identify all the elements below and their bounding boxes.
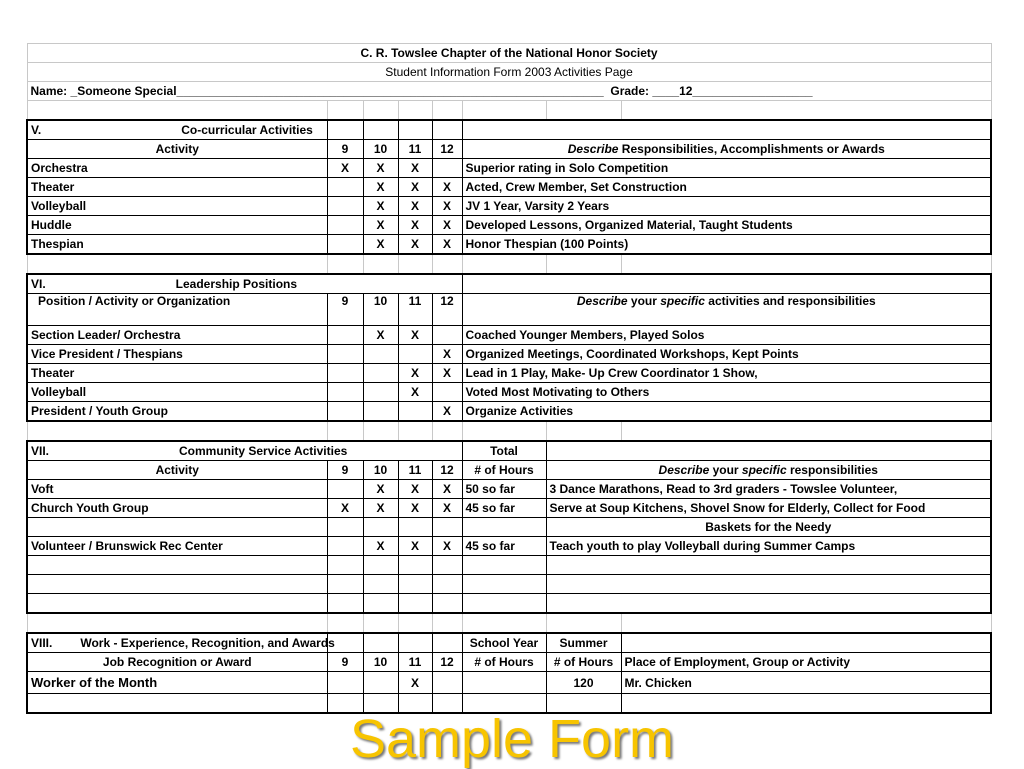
position-name: President / Youth Group [27,402,327,422]
grade-header: 10 [363,140,398,159]
form-cell [432,120,462,140]
summer-hours: 120 [546,672,621,694]
grade-mark [327,556,363,575]
form-cell [546,613,621,633]
position-description: Coached Younger Members, Played Solos [462,326,991,345]
spacer-row [27,613,991,633]
grade-header: 11 [398,140,432,159]
grade-header: 9 [327,653,363,672]
form-cell [432,254,462,274]
grade-mark [363,556,398,575]
service-hours: 50 so far [462,480,546,499]
column-header: Job Recognition or Award [27,653,327,672]
sample-form-watermark: Sample Form [349,709,675,769]
service-row [27,480,991,499]
form-cell [462,274,991,294]
grade-mark: X [398,383,432,402]
grade-mark: X [363,499,398,518]
grade-mark: X [363,216,398,235]
column-header: Activity [27,461,327,480]
form-cell [27,613,327,633]
grade-mark [327,216,363,235]
form-cell [398,633,432,653]
grade-mark [363,575,398,594]
grade-mark: X [432,216,462,235]
form-cell [27,254,327,274]
position-name: Volleyball [27,383,327,402]
grade-mark [432,672,462,694]
grade-mark: X [363,178,398,197]
activity-name: Thespian [27,235,327,255]
position-name: Theater [27,364,327,383]
form-cell [462,613,546,633]
grade-mark: X [363,537,398,556]
name-field: Name: _Someone Special________________________________________________________________ [30,84,604,98]
section-header [27,441,991,461]
column-header: Describe your specific responsibilities [546,461,991,480]
grade-mark [327,594,363,614]
grade-mark: X [398,197,432,216]
activity-name: Orchestra [27,159,327,178]
form-cell [546,421,621,441]
form-cell [363,613,398,633]
grade-header: 9 [327,140,363,159]
activities-form-sheet [26,43,992,714]
grade-mark: X [327,499,363,518]
form-cell [363,633,398,653]
grade-mark: X [363,235,398,255]
form-cell [363,101,398,121]
activity-description: Acted, Crew Member, Set Construction [462,178,991,197]
grade-mark: X [432,537,462,556]
service-description: 3 Dance Marathons, Read to 3rd graders - Towslee Volunteer, [546,480,991,499]
award-name [27,694,327,714]
form-title: C. R. Towslee Chapter of the National Honor Society [27,44,991,63]
section-v-title: V. Co-curricular Activities [27,120,327,140]
form-cell [327,254,363,274]
service-name: Volunteer / Brunswick Rec Center [27,537,327,556]
column-header: Describe your specific activities and responsibilities [462,294,991,326]
column-header: Describe Responsibilities, Accomplishments or Awards [462,140,991,159]
form-cell [432,421,462,441]
grade-mark [327,345,363,364]
activity-description: Developed Lessons, Organized Material, Taught Students [462,216,991,235]
form-cell [432,613,462,633]
grade-mark [398,402,432,422]
grade-mark [363,694,398,714]
spacer-row [27,254,991,274]
activity-row [27,235,991,255]
name-grade-line [27,82,991,101]
school-year-header: School Year [462,633,546,653]
grade-mark [363,594,398,614]
service-hours: 45 so far [462,499,546,518]
activity-row [27,197,991,216]
form-cell [398,613,432,633]
position-row [27,364,991,383]
grade-mark [432,159,462,178]
grade-mark: X [363,480,398,499]
column-header-row [27,461,991,480]
grade-mark: X [432,499,462,518]
hours-header: # of Hours [462,461,546,480]
grade-mark [432,694,462,714]
position-name: Section Leader/ Orchestra [27,326,327,345]
title-row [27,44,991,63]
grade-mark: X [398,326,432,345]
position-description: Lead in 1 Play, Make- Up Crew Coordinator 1 Show, [462,364,991,383]
total-header: Total [462,441,546,461]
form-cell [327,120,363,140]
hours-header: # of Hours [546,653,621,672]
grade-mark [398,575,432,594]
grade-mark: X [432,178,462,197]
grade-mark [327,364,363,383]
form-cell [327,101,363,121]
grade-mark: X [398,537,432,556]
form-cell [621,254,991,274]
grade-mark: X [363,197,398,216]
summer-header: Summer [546,633,621,653]
position-description: Voted Most Motivating to Others [462,383,991,402]
grade-mark: X [398,499,432,518]
position-row [27,383,991,402]
grade-mark [327,197,363,216]
position-row [27,326,991,345]
activity-row [27,216,991,235]
grade-mark: X [432,364,462,383]
form-cell [398,101,432,121]
grade-mark [327,235,363,255]
grade-mark: X [398,672,432,694]
service-description [546,594,991,614]
section-header [27,120,991,140]
service-name [27,594,327,614]
grade-mark [432,594,462,614]
section-viii-title: VIII. Work - Experience, Recognition, and Awards [27,633,327,653]
section-vii-title: VII. Community Service Activities [27,441,462,461]
award-name: Worker of the Month [27,672,327,694]
service-row [27,556,991,575]
grade-mark: X [363,159,398,178]
service-description: Teach youth to play Volleyball during Summer Camps [546,537,991,556]
form-cell [432,633,462,653]
service-name [27,518,327,537]
form-cell [462,101,546,121]
grade-mark: X [398,480,432,499]
service-name [27,575,327,594]
grade-mark [432,326,462,345]
spacer-row [27,101,991,121]
grade-mark: X [432,402,462,422]
grade-mark [363,383,398,402]
grade-mark: X [432,235,462,255]
grade-mark [327,178,363,197]
grade-mark [398,556,432,575]
grade-header: 11 [398,653,432,672]
form-cell [462,120,991,140]
form-cell [363,254,398,274]
activity-description: Honor Thespian (100 Points) [462,235,991,255]
grade-mark [327,383,363,402]
column-header: Activity [27,140,327,159]
service-hours: 45 so far [462,537,546,556]
service-description: Baskets for the Needy [546,518,991,537]
service-hours [462,575,546,594]
column-header: Position / Activity or Organization [27,294,327,326]
grade-mark: X [363,326,398,345]
grade-mark: X [432,197,462,216]
form-cell [398,421,432,441]
activity-description: Superior rating in Solo Competition [462,159,991,178]
grade-header: 12 [432,653,462,672]
award-row [27,672,991,694]
activity-name: Huddle [27,216,327,235]
grade-mark [327,694,363,714]
section-header [27,274,991,294]
position-row [27,402,991,422]
service-row [27,537,991,556]
section-vi-title: VI. Leadership Positions [27,274,462,294]
form-cell [462,421,546,441]
grade-mark: X [432,480,462,499]
hours-header: # of Hours [462,653,546,672]
school-year-hours [462,694,546,714]
form-cell [398,120,432,140]
grade-mark [327,480,363,499]
subtitle-row [27,63,991,82]
grade-mark: X [398,216,432,235]
employment-place: Mr. Chicken [621,672,991,694]
column-header: Place of Employment, Group or Activity [621,653,991,672]
grade-mark [363,518,398,537]
service-row [27,499,991,518]
grade-mark [363,402,398,422]
grade-header: 10 [363,461,398,480]
activity-description: JV 1 Year, Varsity 2 Years [462,197,991,216]
form-cell [546,254,621,274]
form-cell [621,613,991,633]
form-cell [398,254,432,274]
grade-mark: X [398,178,432,197]
service-row [27,594,991,614]
grade-mark [327,402,363,422]
grade-mark [363,364,398,383]
grade-mark: X [398,364,432,383]
service-hours [462,594,546,614]
name-row [27,82,991,101]
activity-name: Theater [27,178,327,197]
form-cell [327,421,363,441]
grade-mark: X [327,159,363,178]
service-row [27,575,991,594]
form-cell [27,101,327,121]
grade-header: 10 [363,294,398,326]
grade-field: Grade: ____12__________________ [610,84,813,98]
form-cell [621,633,991,653]
grade-mark [363,672,398,694]
grade-mark [327,518,363,537]
grade-mark: X [398,159,432,178]
grade-mark [398,594,432,614]
grade-mark [398,518,432,537]
column-header-row [27,140,991,159]
grade-mark [363,345,398,364]
form-cell [363,421,398,441]
form-cell [462,254,546,274]
grade-mark [327,672,363,694]
grade-header: 10 [363,653,398,672]
position-row [27,345,991,364]
service-name: Voft [27,480,327,499]
service-description [546,556,991,575]
employment-place [621,694,991,714]
grade-mark [432,383,462,402]
form-cell [327,613,363,633]
grade-mark [327,575,363,594]
grade-mark [432,575,462,594]
grade-header: 12 [432,461,462,480]
grade-mark [398,345,432,364]
form-cell [363,120,398,140]
column-header-row [27,294,991,326]
form-cell [546,101,621,121]
grade-mark [327,537,363,556]
service-hours [462,556,546,575]
position-description: Organize Activities [462,402,991,422]
grade-mark [398,694,432,714]
grade-header: 9 [327,461,363,480]
column-header-row [27,653,991,672]
service-description: Serve at Soup Kitchens, Shovel Snow for Elderly, Collect for Food [546,499,991,518]
grade-header: 11 [398,461,432,480]
grade-mark: X [398,235,432,255]
activity-row [27,178,991,197]
grade-header: 12 [432,140,462,159]
form-cell [27,421,327,441]
activity-row [27,159,991,178]
grade-mark [327,326,363,345]
service-hours [462,518,546,537]
grade-mark [432,556,462,575]
service-description [546,575,991,594]
summer-hours [546,694,621,714]
service-row [27,518,991,537]
form-cell [621,101,991,121]
grade-header: 9 [327,294,363,326]
grade-header: 12 [432,294,462,326]
award-row [27,694,991,714]
service-name [27,556,327,575]
activity-name: Volleyball [27,197,327,216]
position-description: Organized Meetings, Coordinated Workshops, Kept Points [462,345,991,364]
grade-mark [432,518,462,537]
section-header [27,633,991,653]
school-year-hours [462,672,546,694]
grade-header: 11 [398,294,432,326]
form-cell [621,421,991,441]
spacer-row [27,421,991,441]
form-cell [432,101,462,121]
form-subtitle: Student Information Form 2003 Activities Page [27,63,991,82]
service-name: Church Youth Group [27,499,327,518]
position-name: Vice President / Thespians [27,345,327,364]
grade-mark: X [432,345,462,364]
form-cell [546,441,991,461]
